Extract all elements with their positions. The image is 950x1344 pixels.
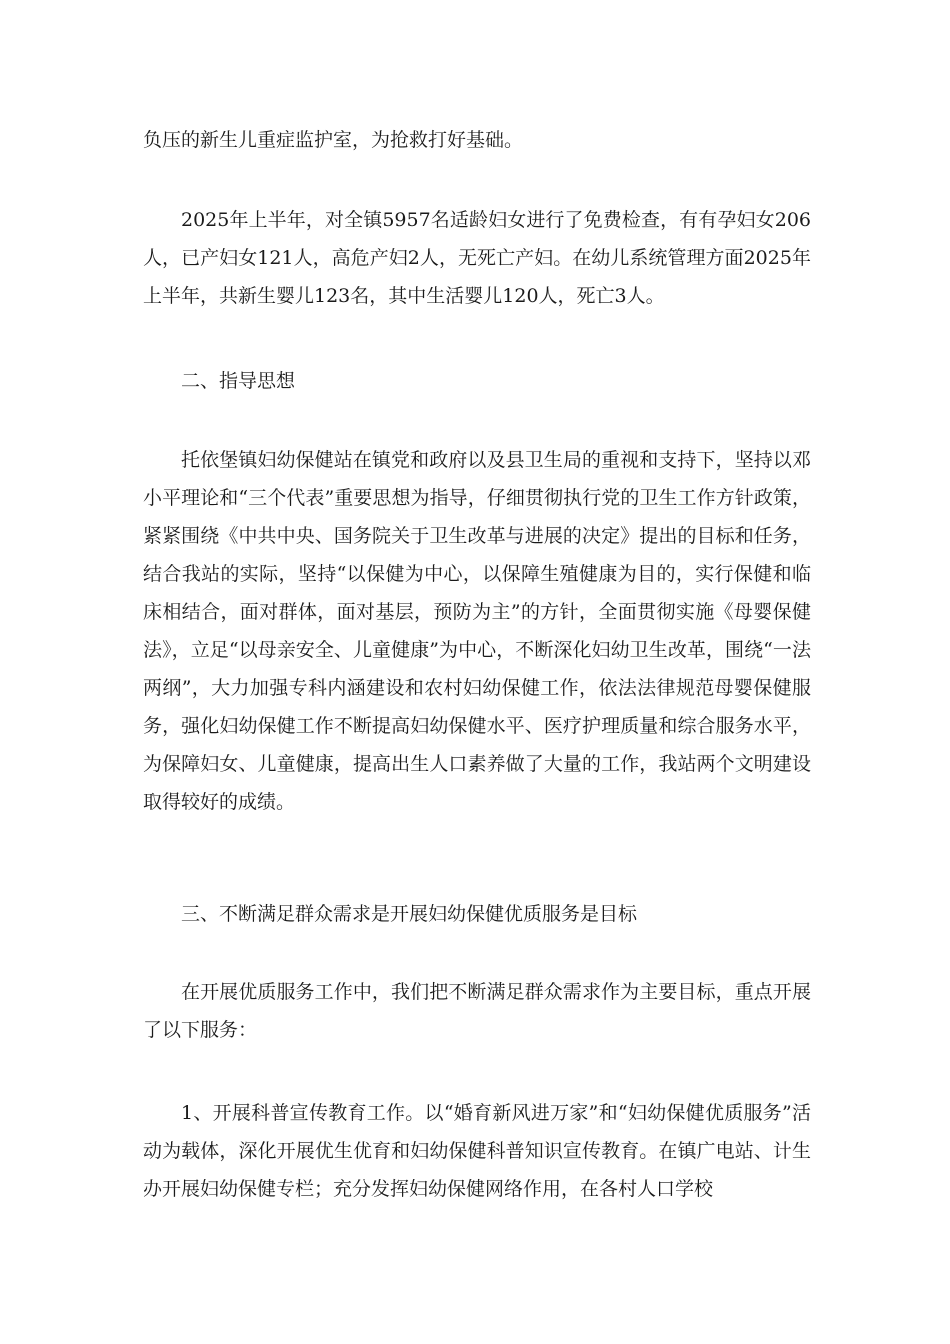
paragraph-science-education: 1、开展科普宣传教育工作。以“婚育新风进万家”和“妇幼保健优质服务”活动为载体，深化开展优生优育和妇幼保健科普知识宣传教育。在镇广电站、计生办开展妇幼保健专栏；充分发挥妇幼保健网络作用，在各村人口学校 (143, 1102, 811, 1200)
paragraph-statistics: 2025年上半年，对全镇5957名适龄妇女进行了免费检查，有有孕妇女206人，已产妇女121人，高危产妇2人，无死亡产妇。在幼儿系统管理方面2025年上半年，共新生婴儿123名，其中生活婴儿120人，死亡3人。 (143, 209, 811, 307)
section-heading-service-goal: 三、不断满足群众需求是开展妇幼保健优质服务是目标 (181, 903, 638, 925)
paragraph-service-intro: 在开展优质服务工作中，我们把不断满足群众需求作为主要目标，重点开展了以下服务： (143, 981, 811, 1041)
paragraph-guiding-thought: 托依堡镇妇幼保健站在镇党和政府以及县卫生局的重视和支持下，坚持以邓小平理论和“三个代表”重要思想为指导，仔细贯彻执行党的卫生工作方针政策，紧紧围绕《中共中央、国务院关于卫生改革与进展的决定》提出的目标和任务，结合我站的实际，坚持“以保健为中心，以保障生殖健康为目的，实行保健和临床相结合，面对群体，面对基层，预防为主”的方针，全面贯彻实施《母婴保健法》，立足“以母亲安全、儿童健康”为中心，不断深化妇幼卫生改革，围绕“一法两纲”，大力加强专科内涵建设和农村妇幼保健工作，依法法律规范母婴保健服务，强化妇幼保健工作不断提高妇幼保健水平、医疗护理质量和综合服务水平，为保障妇女、儿童健康，提高出生人口素养做了大量的工作，我站两个文明建设取得较好的成绩。 (143, 449, 811, 813)
paragraph-continuation: 负压的新生儿重症监护室，为抢救打好基础。 (143, 129, 524, 151)
section-heading-guiding-thought: 二、指导思想 (181, 370, 296, 392)
